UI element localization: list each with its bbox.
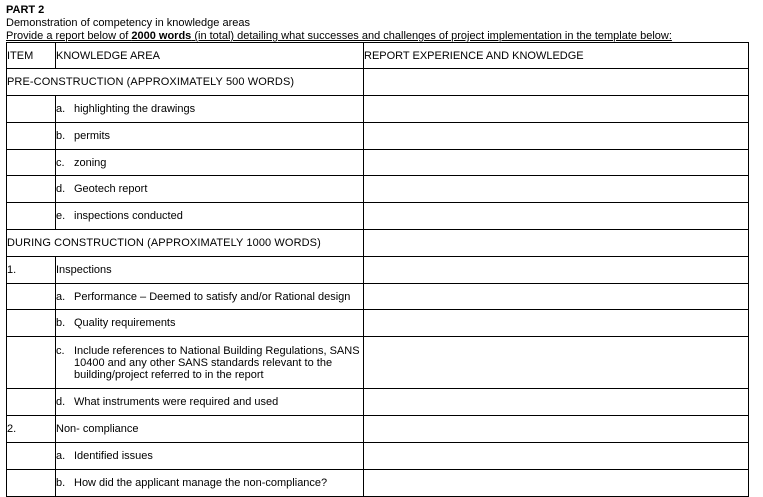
sub-item-letter: d. (56, 396, 66, 408)
sub-item-letter: b. (56, 477, 66, 489)
knowledge-area-cell (56, 337, 364, 389)
section-row-pre-construction (7, 69, 749, 96)
group-title-inspections: Inspections (56, 257, 364, 284)
table-row (7, 176, 749, 203)
sub-item-text: How did the applicant manage the non-compliance? (74, 477, 328, 489)
report-cell[interactable] (364, 150, 749, 176)
report-template-table (6, 42, 749, 497)
sub-item-text: What instruments were required and used (74, 396, 279, 408)
item-cell (7, 310, 56, 337)
report-cell[interactable] (364, 257, 749, 284)
sub-item-letter: a. (56, 290, 66, 303)
sub-item-text: highlighting the drawings (74, 103, 196, 115)
report-cell[interactable] (364, 176, 749, 203)
table-row (7, 310, 749, 337)
report-cell[interactable] (364, 389, 749, 416)
sub-item-letter: c. (56, 344, 65, 357)
knowledge-area-cell (56, 96, 364, 123)
item-cell (7, 176, 56, 203)
instruction-text (6, 30, 672, 42)
sub-item-letter: e. (56, 210, 66, 222)
section-subtitle: Demonstration of competency in knowledge areas (6, 17, 250, 29)
report-cell[interactable] (364, 443, 749, 470)
item-cell (7, 123, 56, 150)
knowledge-area-cell (56, 310, 364, 337)
column-header-knowledge-area: KNOWLEDGE AREA (56, 43, 364, 69)
sub-item-text: permits (74, 130, 111, 142)
knowledge-area-cell (56, 443, 364, 470)
knowledge-area-cell (56, 203, 364, 230)
sub-item-letter: a. (56, 103, 66, 115)
sub-item-text: Quality requirements (74, 317, 176, 329)
table-row (7, 123, 749, 150)
sub-item-letter: b. (56, 130, 66, 142)
table-row (7, 443, 749, 470)
sub-item-text: Include references to National Building Regulations, SANS 10400 and any other SANS standards relevant to the building/project referred to in the report (74, 344, 360, 381)
sub-item-letter: c. (56, 156, 65, 169)
item-cell (7, 96, 56, 123)
table-row (7, 96, 749, 123)
knowledge-area-cell (56, 123, 364, 150)
table-row (7, 203, 749, 230)
column-header-report: REPORT EXPERIENCE AND KNOWLEDGE (364, 43, 749, 69)
instruction-suffix: (in total) detailing what successes and challenges of project implementation in the template below: (191, 30, 672, 42)
sub-item-text: Performance – Deemed to satisfy and/or Rational design (74, 290, 351, 303)
knowledge-area-cell (56, 389, 364, 416)
report-cell[interactable] (364, 470, 749, 497)
table-row (7, 470, 749, 497)
section-title-during-construction: DURING CONSTRUCTION (APPROXIMATELY 1000 WORDS) (7, 230, 364, 257)
table-header-row (7, 43, 749, 69)
sub-item-text: zoning (74, 156, 107, 169)
sub-item-letter: b. (56, 317, 66, 329)
knowledge-area-cell (56, 176, 364, 203)
sub-item-text: inspections conducted (74, 210, 183, 222)
section-title-pre-construction: PRE-CONSTRUCTION (APPROXIMATELY 500 WORDS) (7, 69, 364, 96)
group-title-non-compliance: Non- compliance (56, 416, 364, 443)
item-cell (7, 470, 56, 497)
report-cell[interactable] (364, 203, 749, 230)
item-cell (7, 389, 56, 416)
item-cell (7, 284, 56, 310)
sub-item-letter: d. (56, 183, 66, 195)
report-cell[interactable] (364, 123, 749, 150)
instruction-word-count: 2000 words (131, 30, 192, 42)
report-cell[interactable] (364, 230, 749, 257)
table-row (7, 150, 749, 176)
report-cell[interactable] (364, 416, 749, 443)
section-row-during-construction (7, 230, 749, 257)
item-number: 1. (7, 257, 56, 284)
sub-item-letter: a. (56, 450, 66, 462)
report-cell[interactable] (364, 69, 749, 96)
report-cell[interactable] (364, 310, 749, 337)
column-header-item: ITEM (7, 43, 56, 69)
report-cell[interactable] (364, 337, 749, 389)
knowledge-area-cell (56, 150, 364, 176)
part-heading: PART 2 (6, 4, 45, 16)
knowledge-area-cell (56, 284, 364, 310)
instruction-prefix: Provide a report below of (6, 30, 132, 42)
knowledge-area-cell (56, 470, 364, 497)
item-number: 2. (7, 416, 56, 443)
sub-item-text: Identified issues (74, 450, 153, 462)
item-cell (7, 443, 56, 470)
table-row (7, 337, 749, 389)
group-row-inspections (7, 257, 749, 284)
item-cell (7, 203, 56, 230)
table-row (7, 284, 749, 310)
group-row-non-compliance (7, 416, 749, 443)
report-cell[interactable] (364, 284, 749, 310)
table-row (7, 389, 749, 416)
item-cell (7, 150, 56, 176)
item-cell (7, 337, 56, 389)
report-cell[interactable] (364, 96, 749, 123)
sub-item-text: Geotech report (74, 183, 148, 195)
